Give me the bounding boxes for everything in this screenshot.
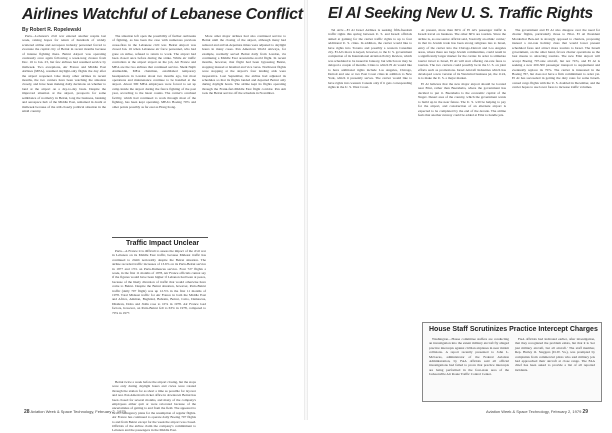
- column-text: At present, more than 60% of El Al's passenger traffic is Israeli travel on business. The other 60% are tourists. Since the airline is, as one senior official said, 'basically an ethnic carrier,' in that its Jewish trade has been strong religious ties to Israel, entry of the carrier into the Chicago-Detroit and Los Angeles areas, where there are large Jewish communities, could result in a significantly larger market for the carrier. In order to stimulate tourist travel to Israel, El Al will start offering cut-rate fares to tourists. The two carriers could possibly be in the U. S. on joint efforts such as promotions. Israel Aircraft Industries which has developed a new version of its Westwind business jet, the 1124, is to make the U. S. a major market.: [418, 28, 506, 81]
- right-article-column-1: [328, 28, 412, 398]
- box-column-2: [515, 337, 595, 397]
- sidebar-paragraph: Paris—A France it is difficult to assess the impact of the civil war in Lebanon on its Middle East traffic, because Mideast traffic has continued to climb noticeably despite the Beirut situation. The airline recorded traffic increases of 13.6% on its Paris-Beirut service in 1977 and 13% on Paris-Damascus service. Four 727 flights a week, in the first 11 months of 1978, Air France officials cannot say if the figures would have been higher if Lebanon had been at peace, because of the likely diversion of traffic that would otherwise have come to Beirut. Despite the Beirut situation, however, Paris-Beirut traffic (daily 707 flight) was up 12.5% in the first 11 months of 1978. Total Mideast traffic for Air France in both the Middle East and Africa, Amman, Baghdad, Bahrain, Beirut, Cairo, Damascus, Dhahran, Doha and Jidda rose to 10% in 1978. Air France load factors, however, on Paris-Beirut fell to 63% in 1978, compared to 70% in 1977.: [112, 249, 206, 315]
- page-number: 29: [582, 409, 588, 415]
- byline: By Robert R. Ropelewski: [22, 27, 82, 33]
- column-text: Beirut twice a week before the airport closing, but the stops were only during daylight hours and crews were rotated through the station for as short a time as possible for layover and rest. Pan American's ticket office in downtown Beirut has been closed for several months, and many of the company's employees either quit or were relocated because of the uncertainties of getting to and from the field. The appeared to be no contingency plans for the resumption of regular flights. Air France has continued to operate daily Boeing 707 flights to and from Beirut except for the week the airport was closed. Officials of the airline claim the company's commitment to Lebanon and the passengers in the Middle East.: [112, 380, 196, 433]
- column-text: More other major airlines had also continued service to Beirut until the closing of the airport, although many had reduced and arrival-departure times were adjusted to daylight hours in many cases. Pan American World Airways, for example, normally served Beirut daily from London, via continuing a Middle East around-the-world flight. In recent months, however, that flight had been bypassing Beirut, stopping instead at Istanbul and vice versa. Northwest flights were stopping at the airport's four landing aids were inoperative. Last September, the airline had adjusted its schedules so that its flights landed and departed Beirut only during daylight hours. The airline kept its flights operating through the Frank-furt-Middle East flight corridor. Pan Am took the Beirut service off the schedule in November.: [202, 34, 286, 96]
- box-title: House Staff Scrutinizes Practice Intercept Charges: [429, 326, 598, 333]
- box-text: FAA officials had indicated earlier, after investigation, that they recognized the problem exists, but that it is 'not just military aircraft, but all aircraft.' The staff member, Rep. Harley O. Staggers (D-W. Va.), was prompted by complaints from commercial pilots who said military jets had approached their aircraft at close range. The FAA chief has been asked to provide a list of all reported incidents.: [515, 337, 595, 372]
- right-article-column-2: [418, 28, 506, 316]
- column-text: El Al believes that the new major airport should be located near Eilat, rather than Beersheba, where the government has decided to put it. Beersheba is the economic capital of the Negev. Desert area of the country, which the government wants to build up in the near future. The U. S. will be helping to pay for the airport, and construction of an alternate airport is expected to be completed by the end of the decade. The airline feels that another runway could be added at Eilat to handle jets.: [418, 82, 506, 117]
- traffic-impact-sidebar: [112, 237, 208, 378]
- page-number: 28: [24, 409, 30, 415]
- column-text: The situation left open the possibility of further outbreaks of fighting, as has been the case with numerous previous cease-fires in the Lebanese civil war. Beirut Airport was closed Jan. 16 when Lebanese air force personnel, who had gone on strike, refused to return to work. The airport had been closed once before during the strike. While air traffic controllers at the airport stayed on the job, Air France and MEA are the two airlines that continued service. Sheik Najib Alamuddin, MEA chairman, established temporary headquarters in London about two months ago, but most operations and maintenance continue to be handled at the airport. About 300 MEA employees were forced to set up camp inside the airport during the fierce fighting of the past year, according to the latest counts. The carrier's overhaul facility, which had continued to work through most of the fighting, has been kept operating. MEA's Boeing 707s and other points possibly as far east as Hong Kong.: [112, 34, 196, 109]
- left-article-column-3: [202, 34, 286, 396]
- right-article-column-3: [512, 28, 600, 316]
- box-text: Washington—House committee staffers are conducting an investigation into the extent military aircraft fly alleged practice intercepts against civilian airplanes in near midair collisions. A report recently presented to John L. McLucas, administrator of the Federal Aviation Administration, by FAA officials said all official investigations had failed to prove that practice intercepts are being performed in the four-state area of the Jacksonville Air Route Traffic Control Center.: [429, 337, 509, 377]
- left-article-column-2-continued: [112, 380, 196, 433]
- footer-text: Aviation Week & Space Technology, February 2, 1979: [485, 409, 582, 414]
- sidebar-text: [112, 249, 206, 369]
- column-text: Tel Aviv—El Al Israel Airlines is seeking fifth-freedom traffic rights this spring between U. S. and Israeli officials aimed at gaining for the carrier traffic rights to up to four additional U. S. cities. In addition, the carrier would like to have rights into Toronto and possibly a western Canadian city. El Al's move is keyed, however, to the U. S. government completion of its International Aviation Policy Review, which was scheduled to be issued in January, but which now may be delayed a couple of months. Cities to which El Al would like to have additional rights include Los Angeles, Chicago, Detroit and one or two East Coast cities in addition to New York, which it presently serves. The carrier would like to have rights into western Canada only if it gets corresponding rights in the U. S. West Coast.: [328, 28, 412, 90]
- left-headline: Airlines Watchful of Lebanese Conflict: [22, 6, 303, 23]
- right-footer: [486, 409, 588, 415]
- column-text: The government and El Al also disagree over the need for charter flights, particularly those to Eilat. El Al President Mordechai Ben-Ari is strongly opposed to charters, proposing instead a cut-rate holiday class that would lower present scheduled fares and attract more tourists to Israel. The Israeli government, on the other hand, favors charter operations as the best means to attracting tourists. The new Eilat airport will accept Boeing 707-size aircraft, but not 747s, and El Al is seeking a new 200-300 passenger transport to supplement and eventually replace its 707s. The carrier is interested in the Boeing 767, but does not have a firm commitment to order yet. El Al has succeeded in getting the duty rates for some Israeli-owned cargo flights with the U. S. doubled in December, and the carrier hopes to use lower fares to increase traffic volumes.: [512, 28, 600, 90]
- house-staff-box: [422, 322, 602, 402]
- column-text: Paris—Lebanon's civil war entered another respite last week, raising hopes for return of hundreds of widely scattered airline and aerospace industry personnel forced to evacuate the capital city of Beirut in recent months because of intense fighting there. Beirut Airport was operating cautiously once again following a week-long closure from Dec. 16 to Jan. 23, but few airlines had resumed service by midweek. Two exceptions, Air France and Middle East Airlines (MEA), resumed daylight-only flights the day after the airport reopened. Like many other airlines in recent months, the two carriers have been watching the situation closely, and have been making daily decisions on whether to land at the airport on a day-to-day basis. Despite the improved situation at the airport, prospects for some semblance of normalcy in Beirut, long the business, banking and aerospace hub of the Middle East, remained in doubt at midweek because of the still-closely political situation in the small country.: [22, 34, 106, 113]
- footer-text: Aviation Week & Space Technology, February 2, 1979: [30, 409, 126, 414]
- sidebar-title: Traffic Impact Unclear: [126, 240, 200, 247]
- right-headline: El Al Seeking New U. S. Traffic Rights: [328, 5, 593, 22]
- left-article-column-2: [112, 34, 196, 232]
- left-article-column-1: [22, 34, 106, 396]
- box-column-1: [429, 337, 509, 397]
- right-page: [306, 0, 612, 420]
- left-footer: [24, 409, 126, 415]
